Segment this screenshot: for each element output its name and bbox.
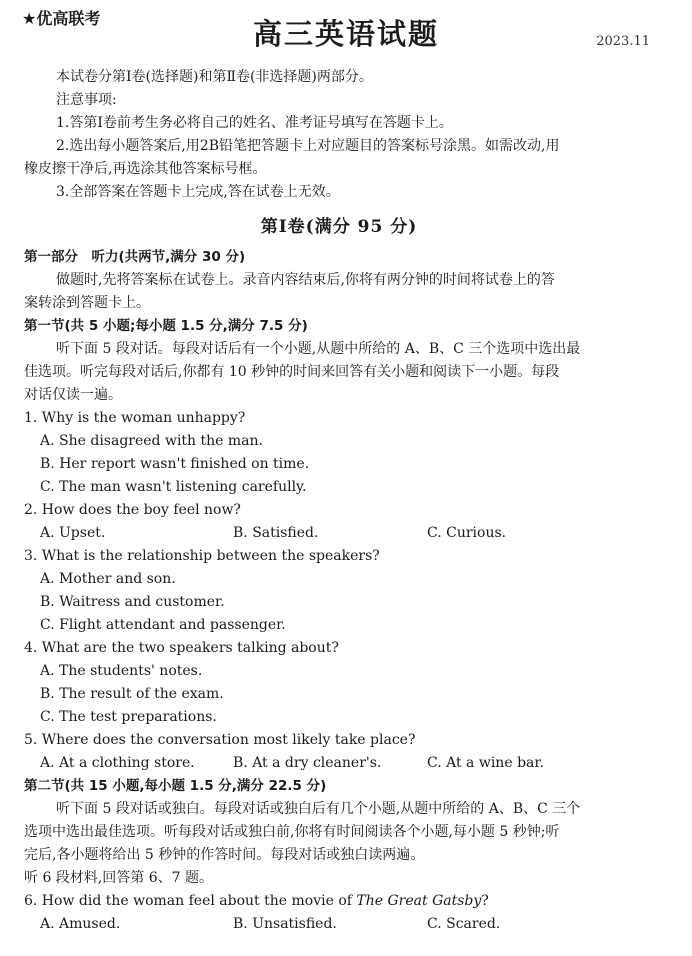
q2-option-b: B. Satisfied. <box>233 525 319 541</box>
q2-option-c: C. Curious. <box>427 525 507 541</box>
q6-prefix: 6. How did the woman feel about the movie of <box>24 893 357 909</box>
q6-option-a: A. Amused. <box>40 916 121 932</box>
q6-suffix: ? <box>481 893 489 909</box>
q5-option-a: A. At a clothing store. <box>40 755 195 771</box>
question-6 <box>24 890 654 913</box>
question-5: 5. Where does the conversation most likely take place? <box>24 732 416 748</box>
intro-line: 本试卷分第Ⅰ卷(选择题)和第Ⅱ卷(非选择题)两部分。 <box>56 69 373 85</box>
q1-option-c: C. The man wasn't listening carefully. <box>40 479 307 495</box>
q6-movie-title: The Great Gatsby <box>356 893 482 909</box>
question-2: 2. How does the boy feel now? <box>24 502 241 518</box>
section1-heading: 第一节(共 5 小题;每小题 1.5 分,满分 7.5 分) <box>24 318 308 334</box>
q3-option-b: B. Waitress and customer. <box>40 594 225 610</box>
section2-desc-a: 听下面 5 段对话或独白。每段对话或独白后有几个小题,从题中所给的 A、B、C 三个 <box>56 801 581 817</box>
q4-option-b: B. The result of the exam. <box>40 686 224 702</box>
q3-option-a: A. Mother and son. <box>40 571 176 587</box>
question-1: 1. Why is the woman unhappy? <box>24 410 246 426</box>
q6-option-b: B. Unsatisfied. <box>233 916 337 932</box>
exam-date: 2023.11 <box>596 34 650 49</box>
q2-option-a: A. Upset. <box>40 525 106 541</box>
part1-heading: 第一部分 听力(共两节,满分 30 分) <box>24 249 246 265</box>
q4-option-a: A. The students' notes. <box>40 663 203 679</box>
section2-heading: 第二节(共 15 小题,每小题 1.5 分,满分 22.5 分) <box>24 778 327 794</box>
section1-desc-c: 对话仅读一遍。 <box>24 387 122 403</box>
section1-desc-a: 听下面 5 段对话。每段对话后有一个小题,从题中所给的 A、B、C 三个选项中选出最 <box>56 341 581 357</box>
question-3: 3. What is the relationship between the speakers? <box>24 548 380 564</box>
notice-item-2a: 2.选出每小题答案后,用2B铅笔把答题卡上对应题目的答案标号涂黑。如需改动,用 <box>56 138 560 154</box>
q2-options <box>24 522 654 545</box>
notice-item-2b: 橡皮擦干净后,再选涂其他答案标号框。 <box>24 161 267 177</box>
notice-item-3: 3.全部答案在答题卡上完成,答在试卷上无效。 <box>56 184 340 200</box>
section1-desc-b: 佳选项。听完每段对话后,你都有 10 秒钟的时间来回答有关小题和阅读下一小题。每段 <box>24 364 560 380</box>
q1-option-a: A. She disagreed with the man. <box>40 433 263 449</box>
q6-options <box>24 913 654 936</box>
section2-desc-c: 完后,各小题将给出 5 秒钟的作答时间。每段对话或独白读两遍。 <box>24 847 425 863</box>
q3-option-c: C. Flight attendant and passenger. <box>40 617 286 633</box>
q1-option-b: B. Her report wasn't finished on time. <box>40 456 310 472</box>
section2-desc-b: 选项中选出最佳选项。听每段对话或独白前,你将有时间阅读各个小题,每小题 5 秒钟;听 <box>24 824 560 840</box>
notice-heading: 注意事项: <box>56 92 117 108</box>
part1-desc-b: 案转涂到答题卡上。 <box>24 295 150 311</box>
q5-option-c: C. At a wine bar. <box>427 755 544 771</box>
exam-content <box>24 66 654 936</box>
brand-label: ★优高联考 <box>22 9 101 28</box>
volume-heading: 第Ⅰ卷(满分 95 分) <box>260 217 418 237</box>
q5-options <box>24 752 654 775</box>
page-title: 高三英语试题 <box>252 17 439 51</box>
material-instruction: 听 6 段材料,回答第 6、7 题。 <box>24 870 213 886</box>
question-4: 4. What are the two speakers talking about? <box>24 640 339 656</box>
part1-desc-a: 做题时,先将答案标在试卷上。录音内容结束后,你将有两分钟的时间将试卷上的答 <box>56 272 555 288</box>
q4-option-c: C. The test preparations. <box>40 709 217 725</box>
notice-item-1: 1.答第Ⅰ卷前考生务必将自己的姓名、准考证号填写在答题卡上。 <box>56 115 453 131</box>
q6-option-c: C. Scared. <box>427 916 501 932</box>
q5-option-b: B. At a dry cleaner's. <box>233 755 382 771</box>
